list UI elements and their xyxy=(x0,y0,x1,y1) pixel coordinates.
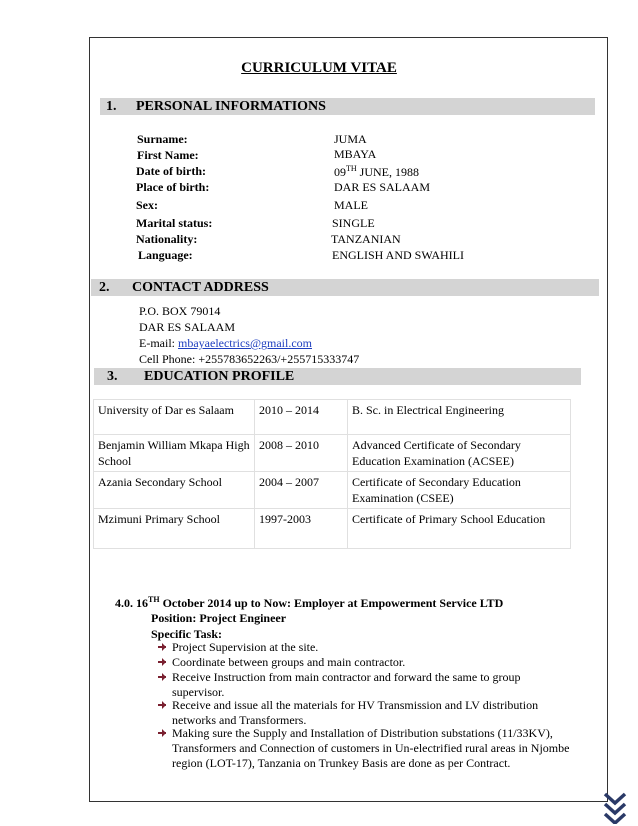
section-number: 3. xyxy=(107,369,118,384)
years-cell: 2004 – 2007 xyxy=(255,472,348,509)
award-cell: Advanced Certificate of Secondary Education Examination (ACSEE) xyxy=(348,435,571,472)
section-title: PERSONAL INFORMATIONS xyxy=(136,99,326,114)
task-text: Project Supervision at the site. xyxy=(172,640,319,654)
email-link[interactable]: mbayaelectrics@gmail.com xyxy=(178,336,312,350)
city: DAR ES SALAAM xyxy=(139,320,236,334)
language-label: Language: xyxy=(138,248,193,262)
nationality-label: Nationality: xyxy=(136,232,198,246)
arrow-bullet-icon xyxy=(157,728,167,738)
task-text: Coordinate between groups and main contractor. xyxy=(172,655,406,669)
list-item xyxy=(172,640,572,655)
section-title: EDUCATION PROFILE xyxy=(144,369,295,384)
employment-heading xyxy=(115,595,503,611)
years-cell: 2008 – 2010 xyxy=(255,435,348,472)
task-text: Receive Instruction from main contractor and forward the same to group supervisor. xyxy=(172,670,521,699)
table-row xyxy=(94,472,571,509)
list-item xyxy=(172,726,572,771)
table-row xyxy=(94,509,571,549)
employment-details: October 2014 up to Now: Employer at Empowerment Service LTD xyxy=(159,596,504,610)
school-cell: Benjamin William Mkapa High School xyxy=(94,435,255,472)
education-table xyxy=(93,399,571,549)
award-cell: B. Sc. in Electrical Engineering xyxy=(348,400,571,435)
award-cell: Certificate of Primary School Education xyxy=(348,509,571,549)
employment-day-suffix: TH xyxy=(148,595,160,604)
place-of-birth-label: Place of birth: xyxy=(136,180,210,194)
arrow-bullet-icon xyxy=(157,700,167,710)
employment-position: Position: Project Engineer xyxy=(151,611,287,625)
task-heading: Specific Task: xyxy=(151,627,223,641)
first-name-label: First Name: xyxy=(137,148,199,162)
sex-value: MALE xyxy=(334,198,368,212)
list-item xyxy=(172,670,572,700)
nationality-value: TANZANIAN xyxy=(331,232,401,246)
list-item xyxy=(172,698,572,728)
arrow-bullet-icon xyxy=(157,642,167,652)
marital-status-value: SINGLE xyxy=(332,216,375,230)
school-cell: University of Dar es Salaam xyxy=(94,400,255,435)
email-line xyxy=(139,336,312,351)
section-number: 1. xyxy=(106,99,117,114)
first-name-value: MBAYA xyxy=(334,147,377,161)
double-chevron-down-icon[interactable] xyxy=(603,790,627,824)
email-label: E-mail: xyxy=(139,336,178,350)
table-row xyxy=(94,400,571,435)
employment-day: 16 xyxy=(136,596,148,610)
marital-status-label: Marital status: xyxy=(136,216,213,230)
section-personal-header xyxy=(100,98,595,115)
po-box: P.O. BOX 79014 xyxy=(139,304,221,318)
arrow-bullet-icon xyxy=(157,672,167,682)
task-text: Receive and issue all the materials for HV Transmission and LV distribution networks and Transformers. xyxy=(172,698,539,727)
award-cell: Certificate of Secondary Education Examination (CSEE) xyxy=(348,472,571,509)
section-number: 2. xyxy=(99,280,110,295)
sex-label: Sex: xyxy=(136,198,158,212)
place-of-birth-value: DAR ES SALAAM xyxy=(334,180,431,194)
language-value: ENGLISH AND SWAHILI xyxy=(332,248,464,262)
surname-label: Surname: xyxy=(137,132,188,146)
document-title: CURRICULUM VITAE xyxy=(241,60,397,76)
section-education-header xyxy=(94,368,581,385)
phone: Cell Phone: +255783652263/+255715333747 xyxy=(139,352,360,366)
task-text: Making sure the Supply and Installation of Distribution substations (11/33KV), Transformers and Connection of customers in Un-electrified rural areas in Njombe region (LOT-17), Tanzania on Trunkey Basis are done as per Contract. xyxy=(172,726,570,770)
arrow-bullet-icon xyxy=(157,657,167,667)
section-contact-header xyxy=(91,279,599,296)
years-cell: 1997-2003 xyxy=(255,509,348,549)
list-item xyxy=(172,655,572,670)
date-of-birth-label: Date of birth: xyxy=(136,164,206,178)
section-title: CONTACT ADDRESS xyxy=(132,280,269,295)
school-cell: Mzimuni Primary School xyxy=(94,509,255,549)
employment-number: 4.0. xyxy=(115,596,133,610)
table-row xyxy=(94,435,571,472)
date-of-birth-value: 09TH JUNE, 1988 xyxy=(334,164,420,179)
surname-value: JUMA xyxy=(334,132,367,146)
years-cell: 2010 – 2014 xyxy=(255,400,348,435)
school-cell: Azania Secondary School xyxy=(94,472,255,509)
